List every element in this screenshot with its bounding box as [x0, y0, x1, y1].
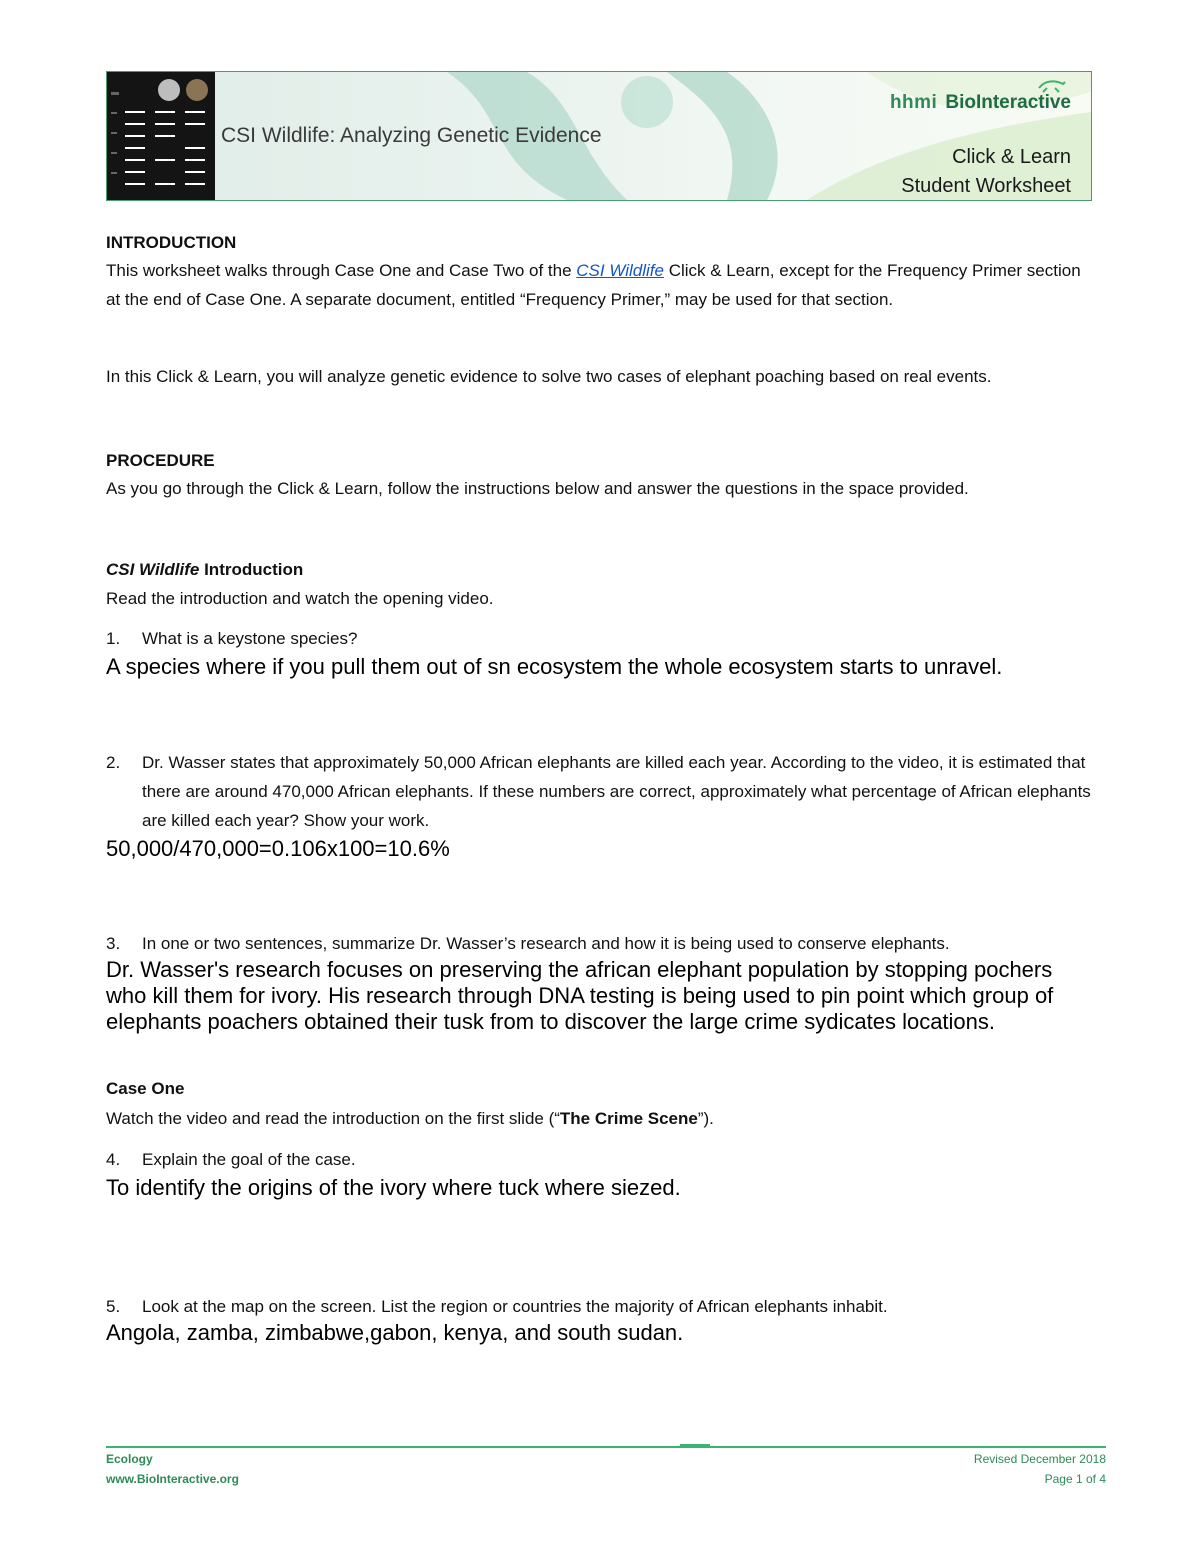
question-number: 1. — [106, 629, 121, 648]
brand-logo — [890, 92, 1071, 114]
case-one-instruction-b: ”). — [697, 1109, 714, 1128]
case-one-heading: Case One — [106, 1079, 185, 1098]
intro-paragraph-2: In this Click & Learn, you will analyze genetic evidence to solve two cases of elephant poaching based on real events. — [106, 367, 992, 386]
footer-divider-accent — [680, 1444, 710, 1448]
intro-p1-part-b: Click & Learn, except for the Frequency Primer section at the end of Case One. A separate document, entitled “Frequency Primer,” may be used for that section. — [106, 261, 1081, 309]
case-one-instruction — [106, 1104, 1096, 1133]
csi-wildlife-link[interactable]: CSI Wildlife — [576, 261, 664, 280]
footer-divider — [106, 1446, 1106, 1448]
csi-intro-heading-rest: Introduction — [199, 560, 304, 579]
brand-name: BioInteractive — [945, 92, 1071, 113]
answer-4: To identify the origins of the ivory where tuck where siezed. — [106, 1175, 681, 1200]
question-text: Look at the map on the screen. List the region or countries the majority of African elephants inhabit. — [142, 1297, 888, 1316]
answer-1: A species where if you pull them out of sn ecosystem the whole ecosystem starts to unravel. — [106, 654, 1003, 679]
footer-page: Page 1 of 4 — [1044, 1472, 1106, 1486]
question-1 — [106, 624, 1096, 653]
footer-website[interactable]: www.BioInteractive.org — [106, 1472, 239, 1486]
case-one-instruction-bold: The Crime Scene — [559, 1109, 698, 1128]
question-number: 3. — [106, 934, 121, 953]
question-text: Dr. Wasser states that approximately 50,000 African elephants are killed each year. According to the video, it is estimated that there are around 470,000 African elephants. If these numbers are correct, approximately what percentage of African elephants are killed each year? Show your work. — [142, 753, 1091, 830]
question-number: 5. — [106, 1297, 121, 1316]
brand-hhmi: hhmi — [889, 92, 938, 113]
question-text: What is a keystone species? — [142, 629, 358, 648]
worksheet-title: CSI Wildlife: Analyzing Genetic Evidence — [221, 124, 602, 147]
procedure-heading: PROCEDURE — [106, 451, 215, 470]
frog-icon — [1037, 78, 1067, 94]
footer-revised: Revised December 2018 — [973, 1452, 1106, 1466]
subtitle-click-learn: Click & Learn — [952, 146, 1071, 168]
question-number: 4. — [106, 1150, 121, 1169]
question-number: 2. — [106, 753, 121, 772]
csi-intro-heading-italic: CSI Wildlife — [106, 560, 200, 579]
case-one-instruction-a: Watch the video and read the introduction on the first slide (“ — [106, 1109, 560, 1128]
answer-2: 50,000/470,000=0.106x100=10.6% — [106, 836, 450, 861]
question-text: In one or two sentences, summarize Dr. Wasser’s research and how it is being used to conserve elephants. — [142, 934, 950, 953]
procedure-paragraph: As you go through the Click & Learn, follow the instructions below and answer the questions in the space provided. — [106, 479, 969, 498]
question-3 — [106, 929, 1096, 958]
intro-p1-part-a: This worksheet walks through Case One and Case Two of the — [106, 261, 577, 280]
question-5 — [106, 1292, 1096, 1321]
question-text: Explain the goal of the case. — [142, 1150, 356, 1169]
answer-3: Dr. Wasser's research focuses on preserving the african elephant population by stopping pochers who kill them for ivory. His research through DNA testing is being used to pin point which group of elephants poachers obtained their tusk from to discover the large crime sydicates locations. — [106, 957, 1054, 1034]
answer-5: Angola, zamba, zimbabwe,gabon, kenya, and south sudan. — [106, 1320, 684, 1345]
question-2 — [106, 748, 1096, 835]
footer-subject: Ecology — [106, 1452, 153, 1466]
subtitle-student-worksheet: Student Worksheet — [901, 175, 1071, 197]
intro-paragraph-1 — [106, 256, 1096, 314]
case-thumbnail — [107, 72, 215, 200]
header-banner — [106, 71, 1092, 201]
intro-heading: INTRODUCTION — [106, 233, 237, 252]
question-4 — [106, 1145, 1096, 1174]
csi-intro-instruction: Read the introduction and watch the opening video. — [106, 589, 494, 608]
csi-intro-heading — [106, 555, 1096, 584]
